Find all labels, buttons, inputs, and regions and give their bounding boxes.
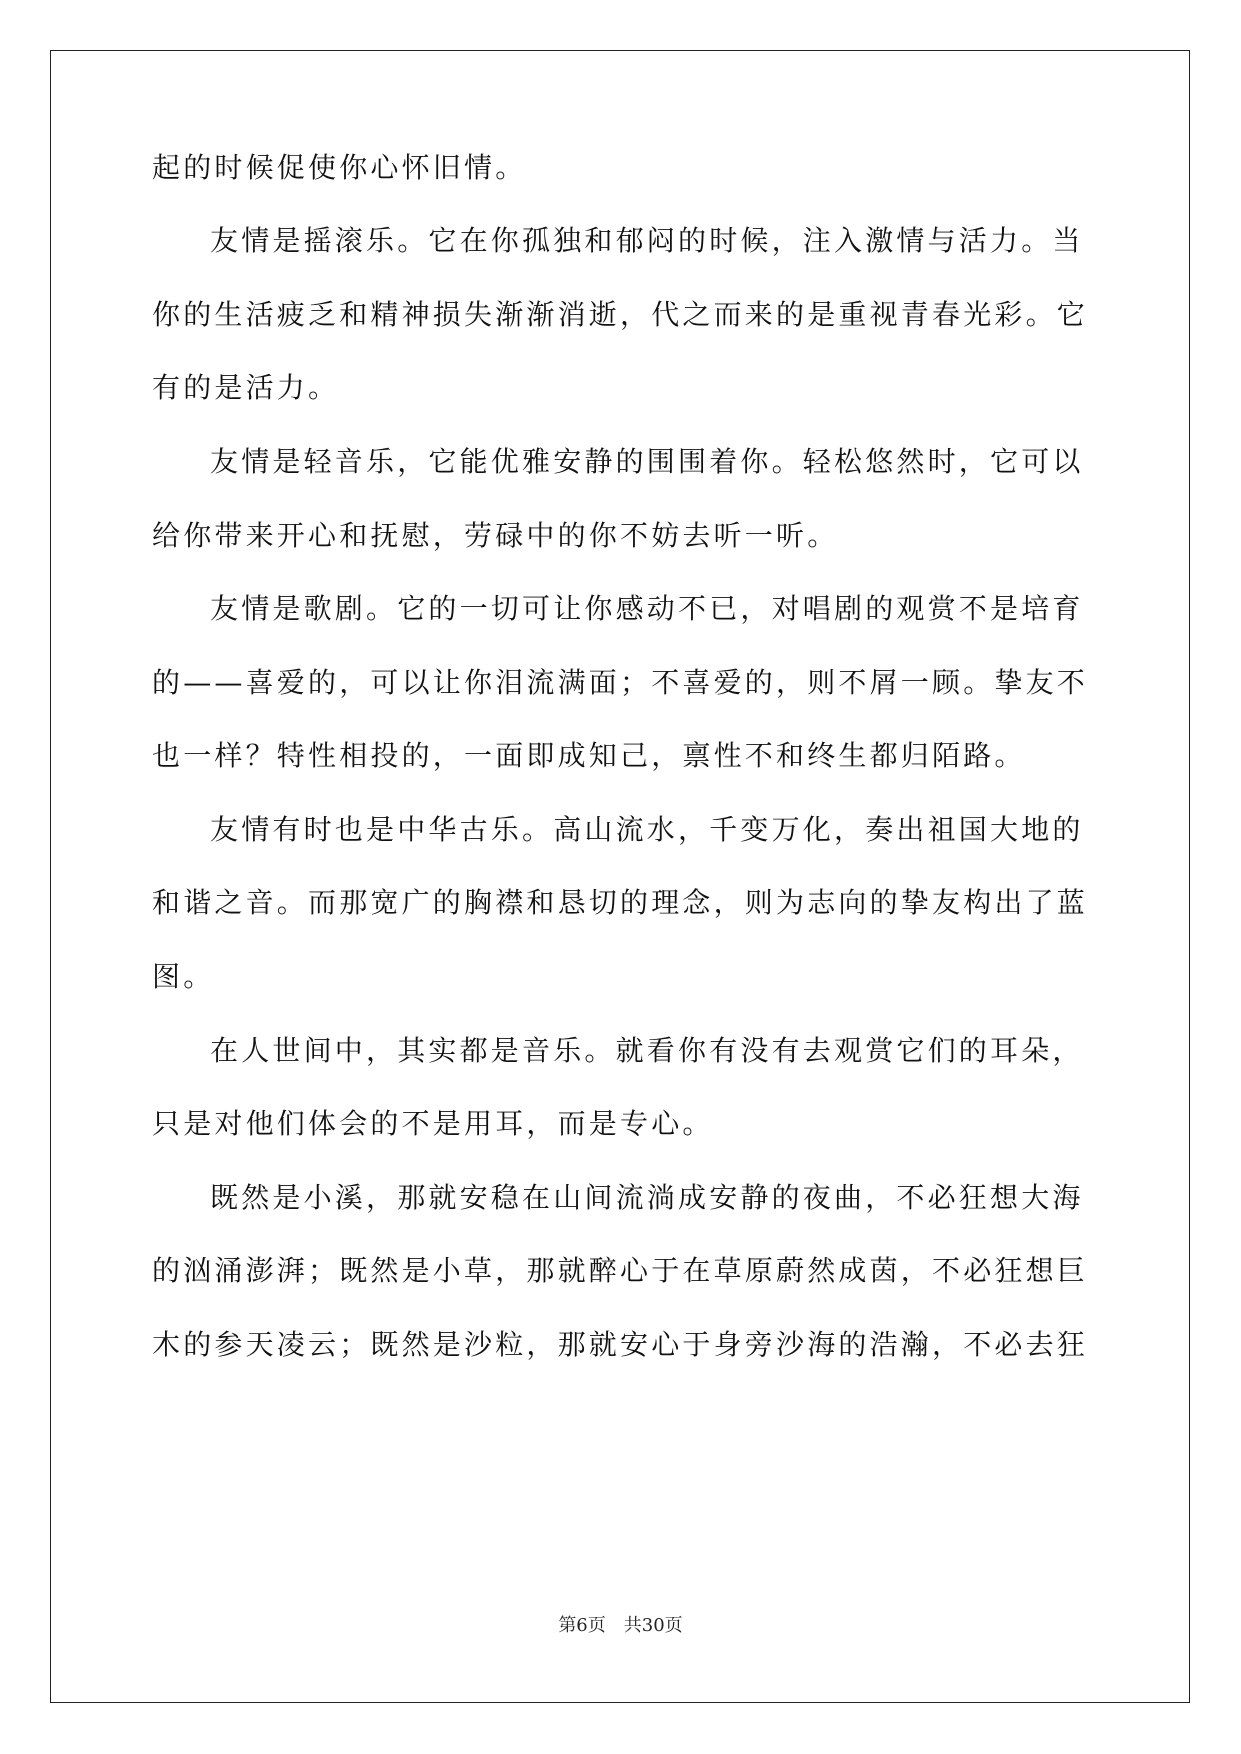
- text-line: 友情有时也是中华古乐。高山流水，千变万化，奏出祖国大地的: [210, 813, 1084, 846]
- text-line: 友情是歌剧。它的一切可让你感动不已，对唱剧的观赏不是培育: [210, 592, 1084, 625]
- text-line: 你的生活疲乏和精神损失渐渐消逝，代之而来的是重视青春光彩。它: [152, 298, 1089, 331]
- text-line: 只是对他们体会的不是用耳，而是专心。: [152, 1107, 714, 1140]
- text-line: 友情是轻音乐，它能优雅安静的围围着你。轻松悠然时，它可以: [210, 445, 1084, 478]
- text-line: 给你带来开心和抚慰，劳碌中的你不妨去听一听。: [152, 519, 839, 552]
- text-line: 在人世间中，其实都是音乐。就看你有没有去观赏它们的耳朵，: [210, 1034, 1084, 1067]
- text-line: 木的参天凌云；既然是沙粒，那就安心于身旁沙海的浩瀚，不必去狂: [152, 1328, 1089, 1361]
- text-line: 的——喜爱的，可以让你泪流满面；不喜爱的，则不屑一顾。挚友不: [152, 666, 1089, 699]
- text-line: 起的时候促使你心怀旧情。: [152, 151, 527, 184]
- text-line: 也一样？特性相投的，一面即成知己，禀性不和终生都归陌路。: [152, 739, 1026, 772]
- text-line: 的汹涌澎湃；既然是小草，那就醉心于在草原蔚然成茵，不必狂想巨: [152, 1254, 1089, 1287]
- text-line: 友情是摇滚乐。它在你孤独和郁闷的时候，注入激情与活力。当: [210, 224, 1084, 257]
- page-number-footer: 第6页 共30页: [558, 1615, 683, 1636]
- text-line: 图。: [152, 960, 215, 993]
- text-line: 和谐之音。而那宽广的胸襟和恳切的理念，则为志向的挚友构出了蓝: [152, 886, 1089, 919]
- text-line: 有的是活力。: [152, 371, 340, 404]
- text-line: 既然是小溪，那就安稳在山间流淌成安静的夜曲，不必狂想大海: [210, 1181, 1084, 1214]
